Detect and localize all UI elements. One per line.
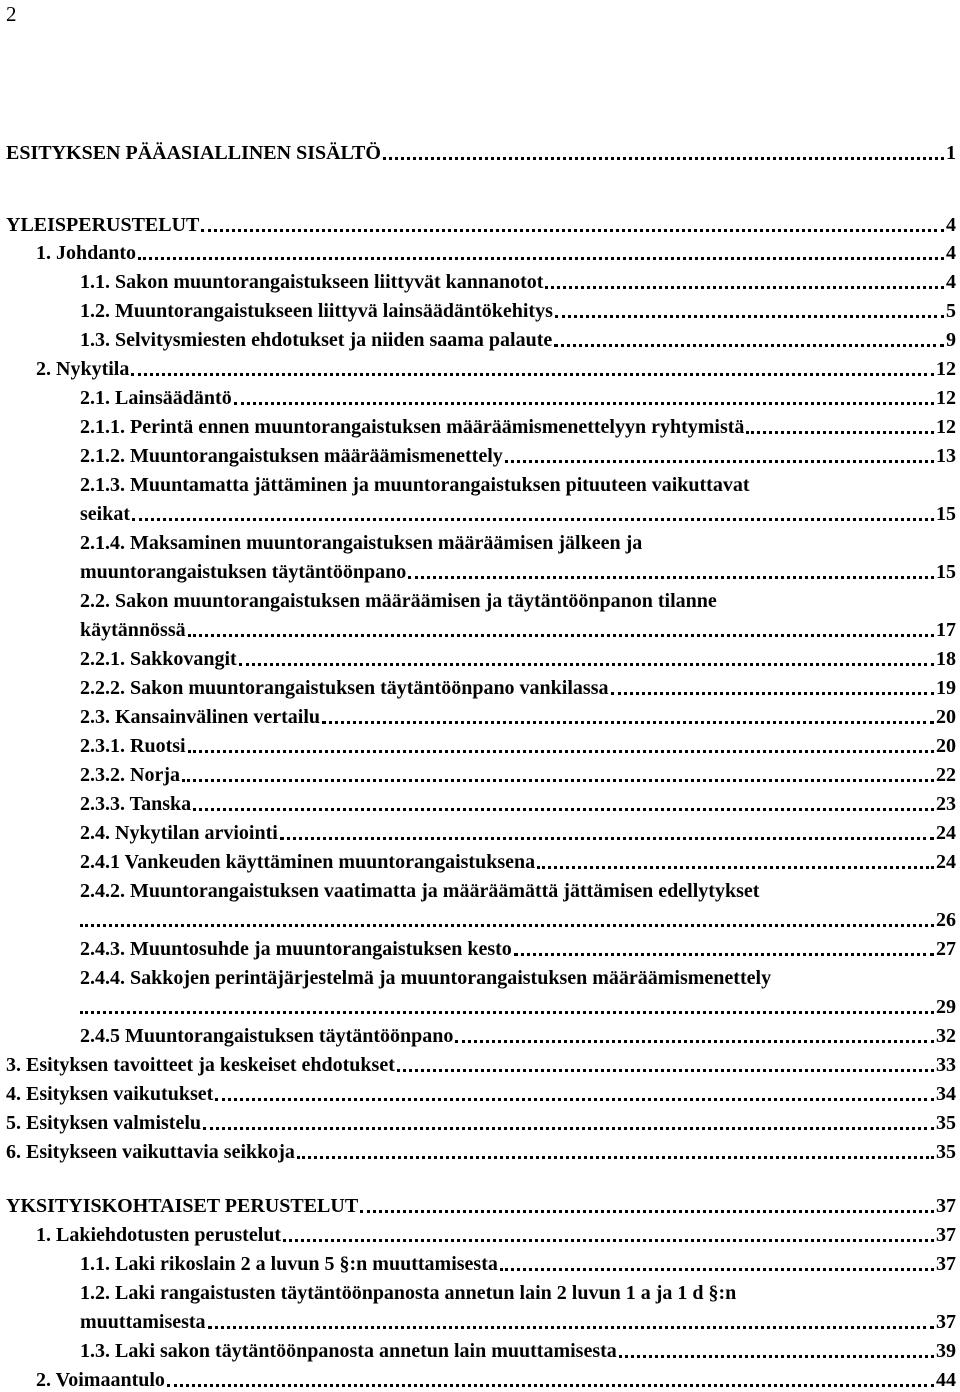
toc-entry-title: 3. Esityksen tavoitteet ja keskeiset ehdotukset xyxy=(6,1054,395,1076)
toc-entry-page-number: 29 xyxy=(936,996,956,1018)
toc-entry xyxy=(6,1189,956,1218)
toc-entry-page-number: 18 xyxy=(936,648,956,670)
toc-entry-page-number: 17 xyxy=(936,619,956,641)
toc-dot-leader xyxy=(322,721,934,724)
toc-dot-leader xyxy=(746,431,934,434)
toc-entry xyxy=(80,1247,956,1276)
toc-entry-title: 2.1. Lainsäädäntö xyxy=(80,387,232,409)
toc-entry-page-number: 33 xyxy=(936,1054,956,1076)
toc-entry-title: 2.2.2. Sakon muuntorangaistuksen täytäntöönpano vankilassa xyxy=(80,677,609,699)
toc-dot-leader xyxy=(500,1268,934,1271)
toc-entry-page-number: 32 xyxy=(936,1025,956,1047)
toc-dot-leader xyxy=(619,1355,934,1358)
toc-dot-leader xyxy=(537,866,934,869)
toc-dot-leader xyxy=(545,286,944,289)
toc-entry xyxy=(80,845,956,874)
toc-dot-leader xyxy=(80,1011,934,1014)
toc-entry-page-number: 20 xyxy=(936,706,956,728)
toc-entry-page-number: 4 xyxy=(946,214,956,236)
toc-entry xyxy=(80,1276,956,1305)
toc-entry-title: 1.2. Laki rangaistusten täytäntöönpanosta annetun lain 2 luvun 1 a ja 1 d §:n xyxy=(80,1282,737,1304)
toc-entry xyxy=(80,961,956,990)
toc-entry xyxy=(36,236,956,265)
toc-entry-title: 2.4.1 Vankeuden käyttäminen muuntorangaistuksena xyxy=(80,851,536,873)
toc-dot-leader xyxy=(132,518,934,521)
toc-entry-title: 6. Esitykseen vaikuttavia seikkoja xyxy=(6,1141,295,1163)
toc-entry xyxy=(80,555,956,584)
toc-entry-title: 2. Voimaantulo xyxy=(36,1369,165,1391)
toc-entry-page-number: 24 xyxy=(936,851,956,873)
toc-dot-leader xyxy=(208,1326,934,1329)
toc-entry-page-number: 39 xyxy=(936,1340,956,1362)
toc-entry-page-number: 37 xyxy=(936,1253,956,1275)
toc-entry-page-number: 4 xyxy=(946,271,956,293)
toc-entry-page-number: 37 xyxy=(936,1224,956,1246)
toc-dot-leader xyxy=(167,1384,934,1387)
toc-entry xyxy=(80,642,956,671)
toc-dot-leader xyxy=(80,924,934,927)
toc-entry-page-number: 22 xyxy=(936,764,956,786)
toc-entry xyxy=(80,671,956,700)
toc-entry-page-number: 26 xyxy=(936,909,956,931)
toc-entry xyxy=(6,1135,956,1164)
toc-entry xyxy=(80,1305,956,1334)
toc-entry-title: YKSITYISKOHTAISET PERUSTELUT xyxy=(6,1195,359,1217)
toc-entry-page-number: 9 xyxy=(946,329,956,351)
toc-entry-title: 2.1.1. Perintä ennen muuntorangaistuksen määräämismenettelyyn ryhtymistä xyxy=(80,416,745,438)
toc-entry-title: seikat xyxy=(80,503,130,525)
toc-dot-leader xyxy=(383,157,944,160)
toc-entry-page-number: 19 xyxy=(936,677,956,699)
toc-entry-title: 1.2. Muuntorangaistukseen liittyvä lainsäädäntökehitys xyxy=(80,300,553,322)
toc-entry-page-number: 37 xyxy=(936,1311,956,1333)
toc-dot-leader xyxy=(193,808,934,811)
toc-entry-title: 1.3. Selvitysmiesten ehdotukset ja niiden saama palaute xyxy=(80,329,553,351)
toc-entry-title: 1.1. Laki rikoslain 2 a luvun 5 §:n muuttamisesta xyxy=(80,1253,498,1275)
toc-dot-leader xyxy=(201,229,944,232)
toc-entry-page-number: 20 xyxy=(936,735,956,757)
toc-entry-title: 4. Esityksen vaikutukset xyxy=(6,1083,214,1105)
toc-entry-title: 2.1.3. Muuntamatta jättäminen ja muuntorangaistuksen pituuteen vaikuttavat xyxy=(80,474,750,496)
toc-entry xyxy=(80,787,956,816)
toc-dot-leader xyxy=(360,1210,934,1213)
toc-entry xyxy=(80,439,956,468)
toc-dot-leader xyxy=(188,634,934,637)
toc-dot-leader xyxy=(455,1040,934,1043)
toc-entry-page-number: 5 xyxy=(946,300,956,322)
toc-entry xyxy=(6,208,956,237)
toc-entry-title: 2.1.2. Muuntorangaistuksen määräämismenettely xyxy=(80,445,503,467)
toc-dot-leader xyxy=(203,1127,934,1130)
toc-entry-title: 2.4.2. Muuntorangaistuksen vaatimatta ja määräämättä jättämisen edellytykset xyxy=(80,880,760,902)
toc-entry-page-number: 15 xyxy=(936,561,956,583)
toc-dot-leader xyxy=(555,315,944,318)
toc-entry-page-number: 12 xyxy=(936,387,956,409)
toc-entry xyxy=(80,613,956,642)
toc-entry xyxy=(80,729,956,758)
toc-entry xyxy=(80,410,956,439)
toc-entry-title: 2.1.4. Maksaminen muuntorangaistuksen määräämisen jälkeen ja xyxy=(80,532,643,554)
toc-entry-title: 2.3. Kansainvälinen vertailu xyxy=(80,706,321,728)
toc-entry-title: käytännössä xyxy=(80,619,186,641)
toc-entry-title: 1. Johdanto xyxy=(36,242,137,264)
toc-dot-leader xyxy=(408,576,934,579)
toc-dot-leader xyxy=(505,460,934,463)
toc-dot-leader xyxy=(280,837,934,840)
toc-entry-title: 1. Lakiehdotusten perustelut xyxy=(36,1224,282,1246)
toc-entry-title: muuntorangaistuksen täytäntöönpano xyxy=(80,561,407,583)
toc-entry-title: 2.4.5 Muuntorangaistuksen täytäntöönpano xyxy=(80,1025,454,1047)
toc-entry xyxy=(80,932,956,961)
toc-dot-leader xyxy=(297,1156,934,1159)
toc-entry xyxy=(80,584,956,613)
toc-entry-title: 2.3.3. Tanska xyxy=(80,793,192,815)
toc-entry-title: 2.4. Nykytilan arviointi xyxy=(80,822,278,844)
page-number: 2 xyxy=(6,2,17,26)
toc-dot-leader xyxy=(138,257,944,260)
toc-entry xyxy=(6,136,956,165)
toc-entry-title: 1.3. Laki sakon täytäntöönpanosta annetun lain muuttamisesta xyxy=(80,1340,617,1362)
toc-entry xyxy=(80,526,956,555)
toc-entry xyxy=(80,758,956,787)
toc-entry-page-number: 37 xyxy=(936,1195,956,1217)
toc-entry xyxy=(80,700,956,729)
toc-entry-title: 2.2.1. Sakkovangit xyxy=(80,648,237,670)
toc-entry-page-number: 44 xyxy=(936,1369,956,1391)
toc-entry-page-number: 35 xyxy=(936,1141,956,1163)
toc-entry xyxy=(80,1019,956,1048)
toc-entry xyxy=(80,1334,956,1363)
toc-entry-title: 2.2. Sakon muuntorangaistuksen määräämisen ja täytäntöönpanon tilanne xyxy=(80,590,717,612)
toc-dot-leader xyxy=(611,692,935,695)
toc-dot-leader xyxy=(131,373,934,376)
toc-entry-page-number: 13 xyxy=(936,445,956,467)
toc-entry xyxy=(80,265,956,294)
toc-entry-title: 2.3.2. Norja xyxy=(80,764,180,786)
toc-dot-leader xyxy=(514,953,934,956)
toc-entry-title: muuttamisesta xyxy=(80,1311,206,1333)
toc-entry xyxy=(80,816,956,845)
toc-dot-leader xyxy=(239,663,934,666)
toc-entry xyxy=(36,1218,956,1247)
toc-entry-title: 2. Nykytila xyxy=(36,358,130,380)
toc-entry xyxy=(80,990,956,1019)
toc-entry-title: 1.1. Sakon muuntorangaistukseen liittyvät kannanotot xyxy=(80,271,544,293)
toc-entry-title: ESITYKSEN PÄÄASIALLINEN SISÄLTÖ xyxy=(6,142,381,164)
toc-entry-page-number: 12 xyxy=(936,416,956,438)
toc-dot-leader xyxy=(188,750,934,753)
toc-entry-page-number: 15 xyxy=(936,503,956,525)
toc-entry-title: YLEISPERUSTELUT xyxy=(6,214,200,236)
toc-dot-leader xyxy=(554,344,944,347)
toc-entry xyxy=(6,1106,956,1135)
toc-entry-page-number: 24 xyxy=(936,822,956,844)
toc-entry xyxy=(80,323,956,352)
toc-entry xyxy=(80,874,956,903)
toc-entry xyxy=(80,903,956,932)
toc-entry xyxy=(6,1048,956,1077)
toc-entry-page-number: 35 xyxy=(936,1112,956,1134)
toc-entry xyxy=(80,294,956,323)
toc-entry-title: 2.4.4. Sakkojen perintäjärjestelmä ja muuntorangaistuksen määräämismenettely xyxy=(80,967,772,989)
toc-entry xyxy=(80,497,956,526)
toc-entry-page-number: 27 xyxy=(936,938,956,960)
toc-dot-leader xyxy=(215,1098,934,1101)
toc-entry xyxy=(80,468,956,497)
toc-dot-leader xyxy=(182,779,934,782)
toc-entry-page-number: 12 xyxy=(936,358,956,380)
toc-dot-leader xyxy=(397,1069,934,1072)
toc-dot-leader xyxy=(283,1239,934,1242)
toc-entry-title: 2.4.3. Muuntosuhde ja muuntorangaistuksen kesto xyxy=(80,938,512,960)
toc-entry-page-number: 4 xyxy=(946,242,956,264)
toc-entry xyxy=(36,1363,956,1392)
toc-entry-page-number: 23 xyxy=(936,793,956,815)
toc-dot-leader xyxy=(234,402,934,405)
toc-entry xyxy=(80,381,956,410)
toc-entry-title: 2.3.1. Ruotsi xyxy=(80,735,186,757)
toc-entry xyxy=(36,352,956,381)
toc-entry-page-number: 34 xyxy=(936,1083,956,1105)
toc-entry-page-number: 1 xyxy=(946,142,956,164)
toc-entry xyxy=(6,1077,956,1106)
toc-entry-title: 5. Esityksen valmistelu xyxy=(6,1112,202,1134)
